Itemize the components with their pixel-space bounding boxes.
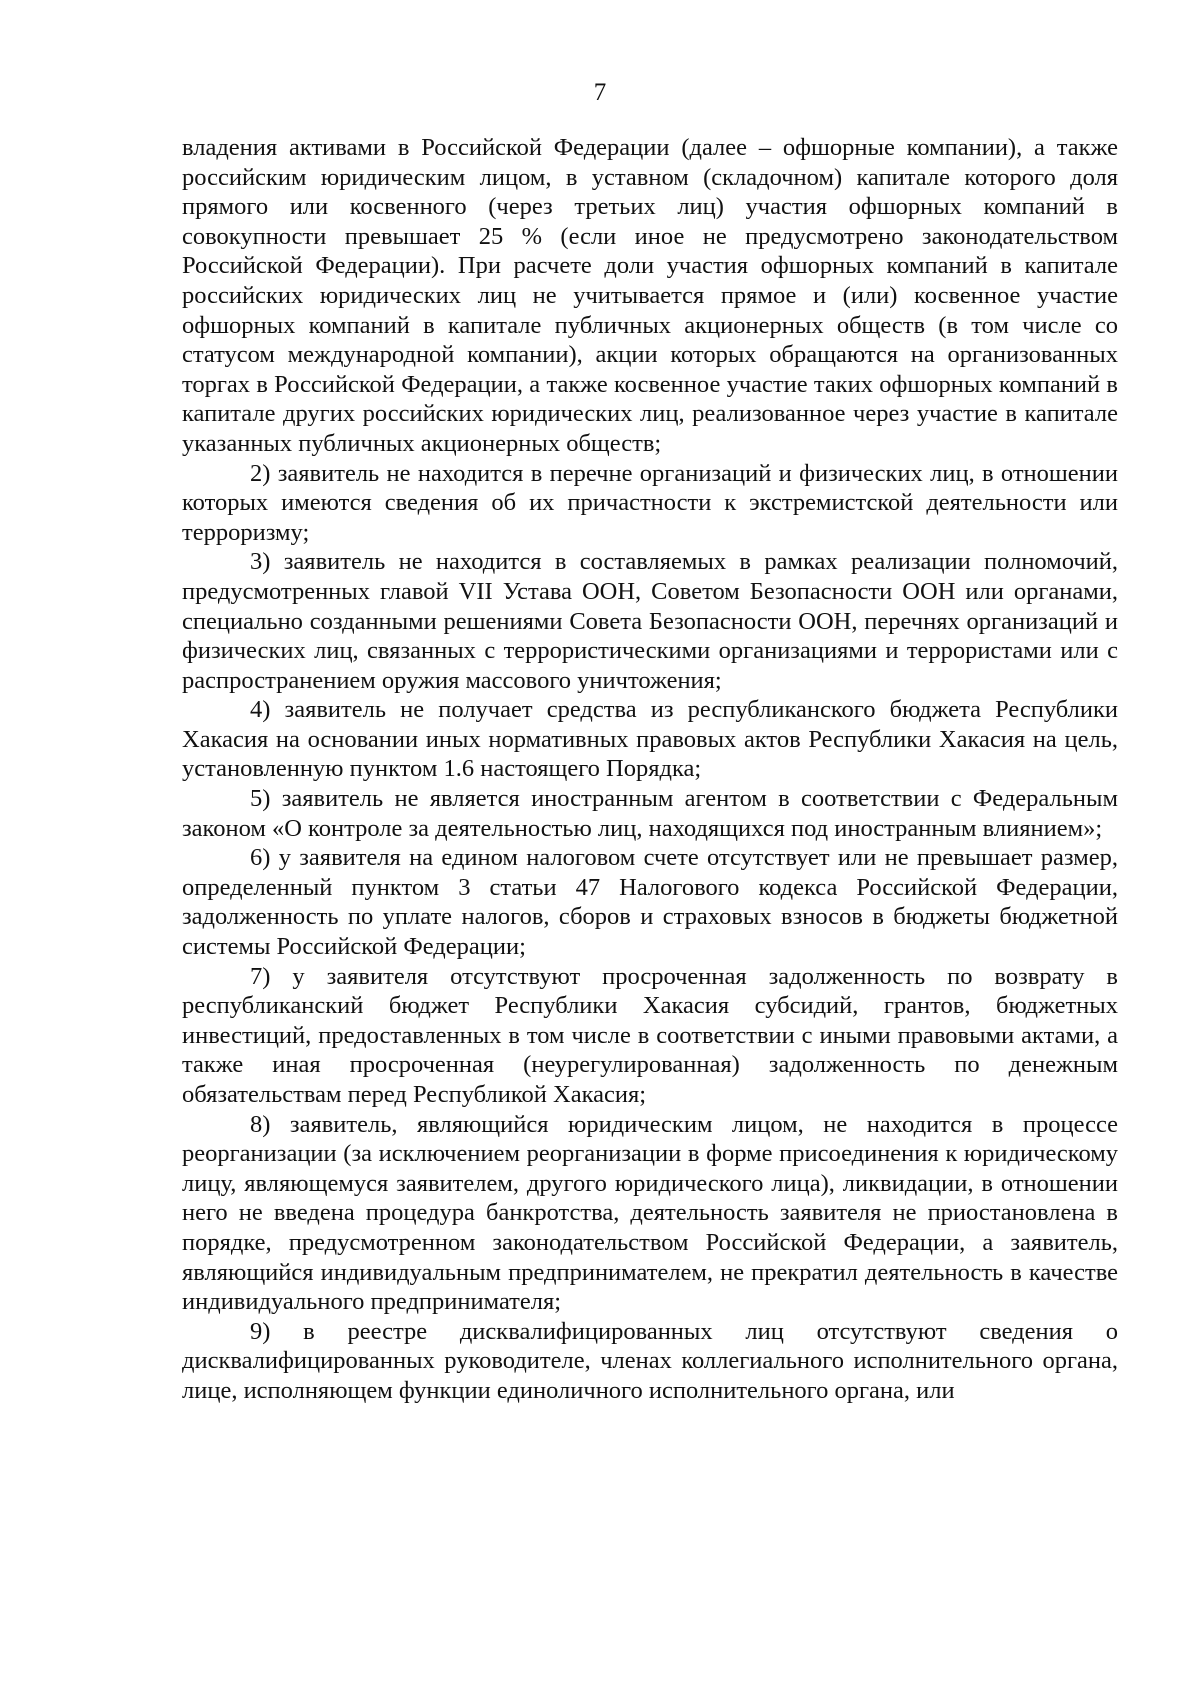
paragraph-continuation: владения активами в Российской Федерации (далее – офшорные компании), а также российским юридическим лицом, в уставном (складочном) капитале которого доля прямого или косвенного (через третьих лиц) участия офшорных компаний в совокупности превышает 25 % (если иное не предусмотрено законодательством Российской Федерации). При расчете доли участия офшорных компаний в капитале российских юридических лиц не учитывается прямое и (или) косвенное участие офшорных компаний в капитале публичных акционерных обществ (в том числе со статусом международной компании), акции которых обращаются на организованных торгах в Российской Федерации, а также косвенное участие таких офшорных компаний в капитале других российских юридических лиц, реализованное через участие в капитале указанных публичных акционерных обществ; <box>182 134 1118 457</box>
paragraph-item-5: 5) заявитель не является иностранным агентом в соответствии с Федеральным законом «О контроле за деятельностью лиц, находящихся под иностранным влиянием»; <box>182 785 1118 842</box>
paragraph-item-9: 9) в реестре дисквалифицированных лиц отсутствуют сведения о дисквалифицированных руководителе, членах коллегиального исполнительного органа, лице, исполняющем функции единоличного исполнительного органа, или <box>182 1317 1118 1404</box>
paragraph-item-3: 3) заявитель не находится в составляемых в рамках реализации полномочий, предусмотренных главой VII Устава ООН, Советом Безопасности ООН или органами, специально созданными решениями Совета Безопасности ООН, перечнях организаций и физических лиц, связанных с террористическими организациями и террористами или с распространением оружия массового уничтожения; <box>182 548 1118 694</box>
paragraph-item-6: 6) у заявителя на едином налоговом счете отсутствует или не превышает размер, определенный пунктом 3 статьи 47 Налогового кодекса Российской Федерации, задолженность по уплате налогов, сборов и страховых взносов в бюджеты бюджетной системы Российской Федерации; <box>182 844 1118 961</box>
paragraph-item-7: 7) у заявителя отсутствуют просроченная задолженность по возврату в республиканский бюджет Республики Хакасия субсидий, грантов, бюджетных инвестиций, предоставленных в том числе в соответствии с иными правовыми актами, а также иная просроченная (неурегулированная) задолженность по денежным обязательствам перед Республикой Хакасия; <box>182 962 1118 1108</box>
paragraph-item-8: 8) заявитель, являющийся юридическим лицом, не находится в процессе реорганизации (за исключением реорганизации в форме присоединения к юридическому лицу, являющемуся заявителем, другого юридического лица), ликвидации, в отношении него не введена процедура банкротства, деятельность заявителя не приостановлена в порядке, предусмотренном законодательством Российской Федерации, а заявитель, являющийся индивидуальным предпринимателем, не прекратил деятельность в качестве индивидуального предпринимателя; <box>182 1110 1118 1316</box>
document-body <box>182 133 1118 1406</box>
paragraph-item-2: 2) заявитель не находится в перечне организаций и физических лиц, в отношении которых имеются сведения об их причастности к экстремистской деятельности или терроризму; <box>182 459 1118 546</box>
page-number: 7 <box>593 79 607 106</box>
paragraph-item-4: 4) заявитель не получает средства из республиканского бюджета Республики Хакасия на основании иных нормативных правовых актов Республики Хакасия на цель, установленную пунктом 1.6 настоящего Порядка; <box>182 696 1118 783</box>
